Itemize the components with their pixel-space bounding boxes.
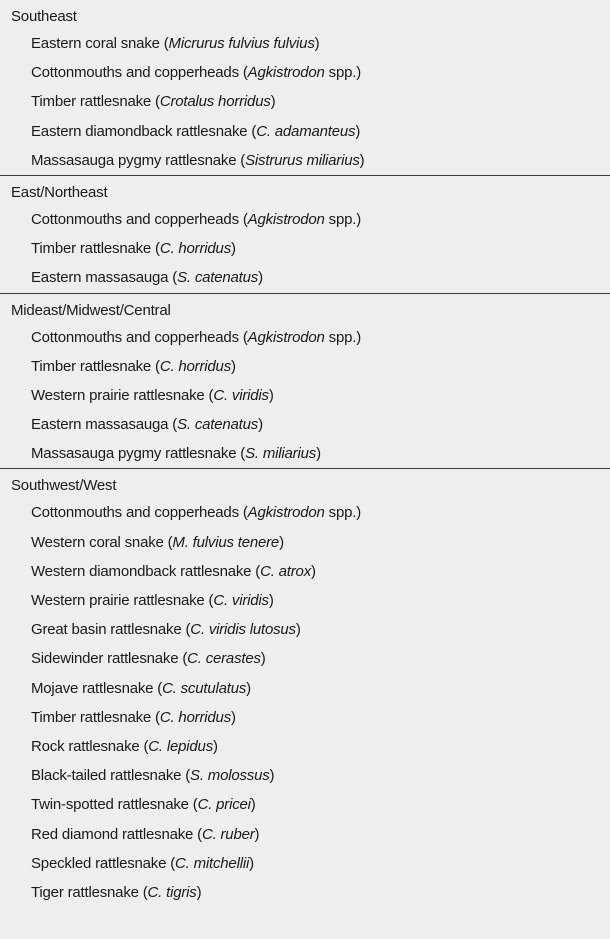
common-name: Speckled rattlesnake — [31, 854, 167, 872]
common-name: Eastern massasauga — [31, 416, 169, 434]
species-row: Western prairie rattlesnake (C. viridis) — [31, 386, 274, 404]
scientific-name: C. pricei — [197, 796, 251, 814]
scientific-name: Agkistrodon — [247, 64, 325, 82]
scientific-name: C. scutulatus — [162, 679, 247, 697]
species-row: Cottonmouths and copperheads (Agkistrodon spp.) — [31, 64, 361, 82]
scientific-name: Agkistrodon — [247, 328, 325, 346]
species-row: Eastern massasauga (S. catenatus) — [31, 416, 263, 434]
species-row: Red diamond rattlesnake (C. ruber) — [31, 825, 260, 843]
common-name: Western prairie rattlesnake — [31, 386, 205, 404]
scientific-name: S. catenatus — [177, 416, 259, 434]
scientific-name: C. viridis — [213, 592, 269, 609]
species-row: Eastern massasauga (S. catenatus) — [31, 269, 263, 287]
species-row: Cottonmouths and copperheads (Agkistrodon spp.) — [31, 210, 361, 228]
species-row: Timber rattlesnake (Crotalus horridus) — [31, 93, 276, 111]
common-name: Mojave rattlesnake — [31, 679, 154, 697]
common-name: Massasauga pygmy rattlesnake — [31, 445, 237, 463]
scientific-name: C. lepidus — [148, 737, 213, 755]
scientific-name: C. horridus — [159, 240, 231, 258]
scientific-name: C. ruber — [201, 825, 255, 843]
scientific-name: S. molossus — [190, 767, 270, 785]
common-name: Timber rattlesnake — [31, 93, 152, 111]
scientific-name: Sistrurus miliarius — [245, 151, 360, 169]
scientific-suffix: spp. — [324, 64, 357, 82]
species-row: Mojave rattlesnake (C. scutulatus) — [31, 679, 251, 697]
scientific-name: S. catenatus — [177, 269, 259, 287]
common-name: Cottonmouths and copperheads — [31, 210, 239, 228]
species-row: Timber rattlesnake (C. horridus) — [31, 357, 236, 375]
common-name: Massasauga pygmy rattlesnake — [31, 151, 237, 169]
common-name: Cottonmouths and copperheads — [31, 504, 239, 522]
scientific-name: C. horridus — [159, 357, 231, 375]
common-name: Sidewinder rattlesnake — [31, 650, 179, 668]
scientific-name: M. fulvius tenere — [172, 533, 280, 551]
common-name: Rock rattlesnake — [31, 737, 140, 755]
species-row: Sidewinder rattlesnake (C. cerastes) — [31, 650, 266, 668]
common-name: Western prairie rattlesnake — [31, 592, 205, 609]
common-name: Western coral snake — [31, 533, 164, 551]
common-name: Red diamond rattlesnake — [31, 825, 194, 843]
common-name: Eastern coral snake — [31, 35, 160, 52]
common-name: Black-tailed rattlesnake — [31, 767, 182, 785]
species-row: Western prairie rattlesnake (C. viridis) — [31, 592, 274, 609]
scientific-name: C. tigris — [147, 883, 197, 901]
region-heading: Mideast/Midwest/Central — [11, 301, 171, 319]
common-name: Timber rattlesnake — [31, 708, 152, 726]
species-row: Rock rattlesnake (C. lepidus) — [31, 737, 218, 755]
species-row: Massasauga pygmy rattlesnake (Sistrurus miliarius) — [31, 151, 365, 169]
common-name: Timber rattlesnake — [31, 357, 152, 375]
common-name: Eastern massasauga — [31, 269, 169, 287]
species-row: Timber rattlesnake (C. horridus) — [31, 708, 236, 726]
scientific-suffix: spp. — [324, 504, 357, 522]
scientific-name: C. horridus — [159, 708, 231, 726]
scientific-suffix: spp. — [324, 328, 357, 346]
species-row: Tiger rattlesnake (C. tigris) — [31, 883, 202, 901]
scientific-name: C. adamanteus — [256, 122, 356, 140]
scientific-name: C. viridis — [213, 386, 269, 404]
scientific-name: Agkistrodon — [247, 210, 325, 228]
scientific-name: S. miliarius — [245, 445, 317, 463]
scientific-name: Crotalus horridus — [159, 93, 271, 111]
scientific-name: C. viridis lutosus — [190, 621, 296, 639]
species-row: Twin-spotted rattlesnake (C. pricei) — [31, 796, 256, 814]
common-name: Cottonmouths and copperheads — [31, 328, 239, 346]
region-heading: Southwest/West — [11, 477, 117, 495]
scientific-name: C. mitchellii — [175, 854, 250, 872]
region-section-southwest-west — [0, 468, 610, 907]
scientific-name: Micrurus fulvius fulvius — [168, 35, 315, 52]
region-heading: Southeast — [11, 8, 77, 25]
species-row: Western coral snake (M. fulvius tenere) — [31, 533, 284, 551]
common-name: Cottonmouths and copperheads — [31, 64, 239, 82]
species-row: Western diamondback rattlesnake (C. atrox) — [31, 562, 316, 580]
region-section-mideast-midwest-central — [0, 293, 610, 469]
species-row: Eastern coral snake (Micrurus fulvius fulvius) — [31, 35, 320, 52]
region-section-east-northeast — [0, 175, 610, 293]
species-row: Eastern diamondback rattlesnake (C. adamanteus) — [31, 122, 361, 140]
species-row: Great basin rattlesnake (C. viridis lutosus) — [31, 621, 301, 639]
species-row: Cottonmouths and copperheads (Agkistrodon spp.) — [31, 504, 361, 522]
species-row: Black-tailed rattlesnake (S. molossus) — [31, 767, 275, 785]
species-row: Speckled rattlesnake (C. mitchellii) — [31, 854, 254, 872]
scientific-name: Agkistrodon — [247, 504, 325, 522]
common-name: Western diamondback rattlesnake — [31, 562, 252, 580]
scientific-name: C. cerastes — [187, 650, 261, 668]
region-section-southeast — [0, 0, 610, 175]
scientific-name: C. atrox — [260, 562, 311, 580]
species-row: Timber rattlesnake (C. horridus) — [31, 240, 236, 258]
region-heading: East/Northeast — [11, 183, 108, 201]
common-name: Great basin rattlesnake — [31, 621, 182, 639]
common-name: Timber rattlesnake — [31, 240, 152, 258]
common-name: Twin-spotted rattlesnake — [31, 796, 189, 814]
common-name: Tiger rattlesnake — [31, 883, 139, 901]
species-row: Cottonmouths and copperheads (Agkistrodon spp.) — [31, 328, 361, 346]
species-row: Massasauga pygmy rattlesnake (S. miliarius) — [31, 445, 321, 463]
scientific-suffix: spp. — [324, 210, 357, 228]
common-name: Eastern diamondback rattlesnake — [31, 122, 248, 140]
